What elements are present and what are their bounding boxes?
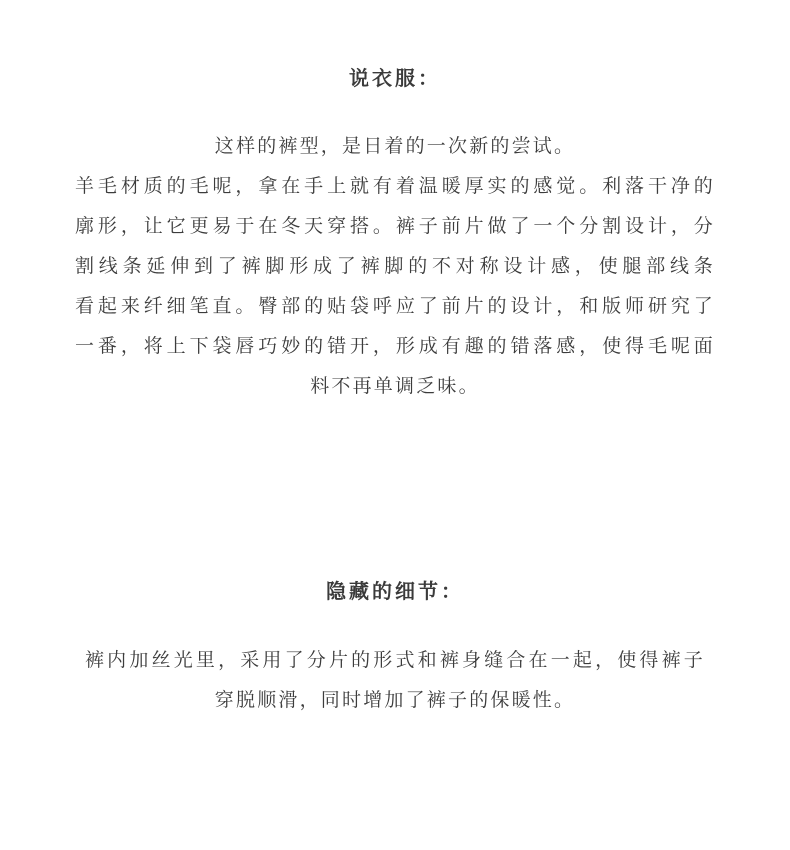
text-line: 穿脱顺滑，同时增加了裤子的保暖性。 — [214, 689, 576, 711]
section-hidden-details — [0, 577, 790, 605]
text-line: 一番，将上下袋唇巧妙的错开，形成有趣的错落感，使得毛呢面 — [75, 335, 715, 357]
text-line: 裤内加丝光里，采用了分片的形式和裤身缝合在一起，使得裤子 — [85, 649, 705, 671]
hidden-details-body — [0, 640, 790, 720]
text-line: 羊毛材质的毛呢，拿在手上就有着温暖厚实的感觉。利落干净的 — [75, 175, 715, 197]
section-clothing-description — [0, 64, 790, 92]
section-title: 隐藏的细节： — [326, 579, 464, 603]
clothing-description-body — [0, 126, 790, 406]
text-line: 料不再单调乏味。 — [310, 375, 480, 397]
text-line: 割线条延伸到了裤脚形成了裤脚的不对称设计感，使腿部线条 — [75, 255, 715, 277]
text-line: 廓形，让它更易于在冬天穿搭。裤子前片做了一个分割设计，分 — [75, 215, 715, 237]
text-line: 这样的裤型，是日着的一次新的尝试。 — [214, 135, 576, 157]
section-title: 说衣服： — [349, 66, 441, 90]
paragraph — [85, 640, 705, 720]
text-line: 看起来纤细笔直。臀部的贴袋呼应了前片的设计，和版师研究了 — [75, 295, 715, 317]
paragraph — [75, 126, 715, 406]
